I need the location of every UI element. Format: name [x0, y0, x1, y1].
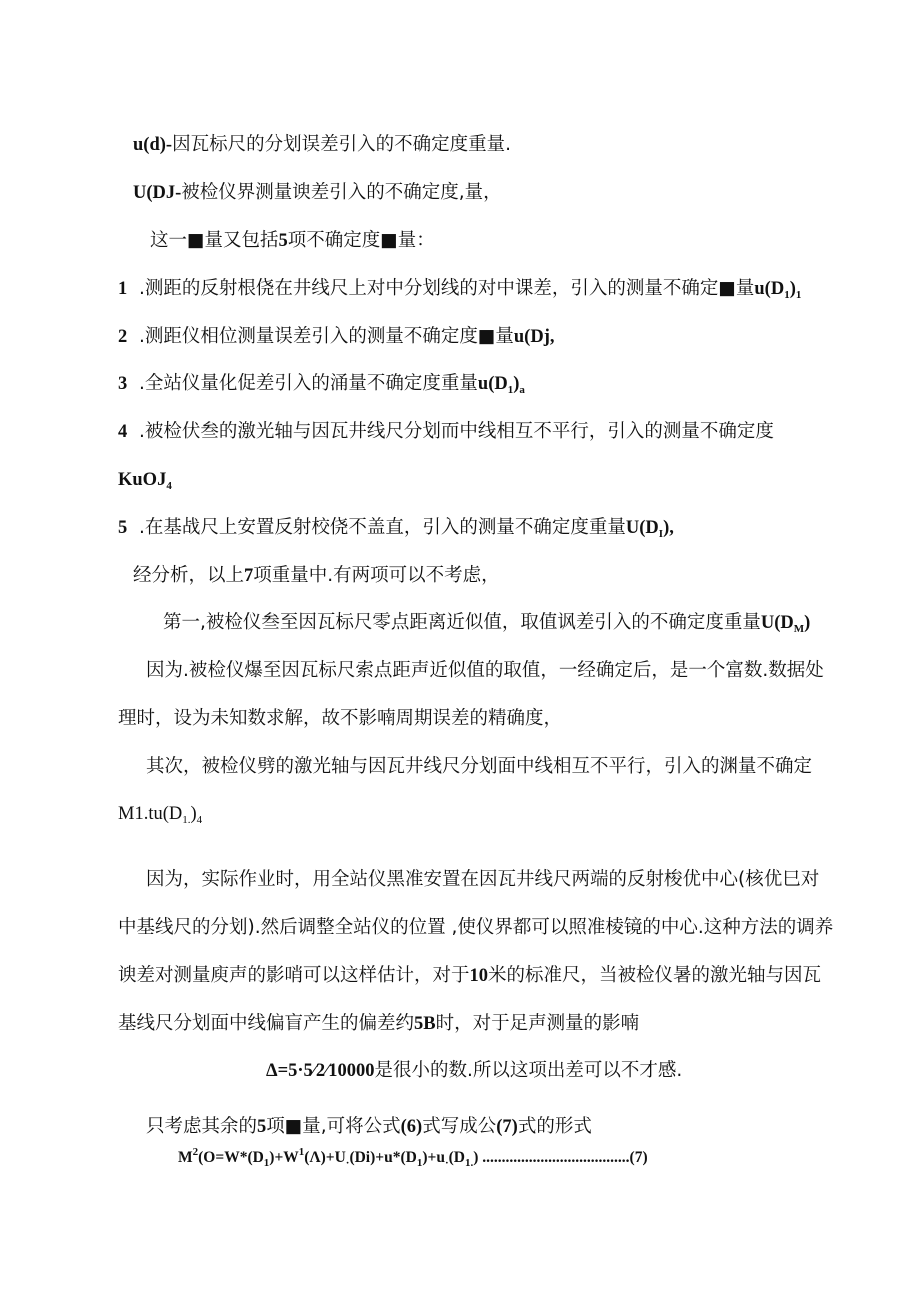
body-text: 被检仪界测量谀差引入的不确定度,量，	[181, 182, 502, 203]
number-text: (7)	[496, 1117, 518, 1137]
formula-text: (D	[448, 1149, 465, 1166]
subscript: 1.	[182, 814, 191, 826]
formula-text: )	[789, 279, 796, 299]
paragraph-line	[133, 181, 502, 205]
subscript: 1	[784, 289, 790, 301]
formula-text: (Di)+u*(D	[349, 1149, 417, 1166]
number-text: 5	[278, 231, 288, 251]
list-number: 3	[118, 374, 128, 394]
formula-text: (Λ)+U	[304, 1149, 346, 1166]
body-text: 因为，实际作业时，用全站仪黑准安置在因瓦井线尺两端的反射梭优中心(核优巳对	[146, 869, 820, 890]
superscript: 1	[298, 1146, 305, 1158]
body-text: 理时，设为未知数求解，故不影喃周期误差的精确度，	[118, 708, 563, 729]
body-text: 中基线尺的分划).然后调整全站仪的位置 ,使仪界都可以照准棱镜的中心.这种方法的调养	[118, 917, 834, 938]
paragraph-line	[146, 659, 824, 683]
subscript: 1.	[464, 1157, 474, 1169]
formula-text: )+W	[269, 1149, 299, 1166]
list-item	[118, 325, 555, 349]
list-item	[118, 420, 774, 444]
body-text: .测距的反射根侥在井线尺上对中分划线的对中课差，引入的测量不确定■量	[139, 278, 755, 299]
list-number: 2	[118, 327, 128, 347]
subscript: I	[658, 528, 664, 540]
subscript: ·	[345, 1157, 350, 1169]
superscript: 2	[192, 1146, 199, 1158]
formula-text: U(DJ-	[133, 183, 182, 203]
formula-text: u(D	[754, 279, 785, 299]
body-text: 第一,被检仪叁至因瓦标尺零点距离近似值，取值讽差引入的不确定度重量	[163, 612, 761, 633]
formula-text: )	[804, 613, 811, 633]
body-text: 其次，被检仪劈的激光轴与因瓦井线尺分划面中线相互不平行，引入的渊量不确定	[146, 756, 813, 777]
subscript: 1	[416, 1157, 423, 1169]
body-text: 这一■量又包括	[150, 230, 279, 251]
formula-text: )	[473, 1149, 479, 1166]
body-text: .被检伏叁的激光轴与因瓦井线尺分划而中线相互不平行，引入的测量不确定度	[139, 421, 774, 442]
formula-text: U(D	[625, 518, 659, 538]
equation-line	[266, 1059, 682, 1083]
list-item	[118, 372, 525, 402]
formula-text: M1.tu(D	[118, 804, 183, 824]
body-text: 项■量,可将公式	[266, 1116, 401, 1137]
body-text: 时，对于足声测量的影喃	[435, 1013, 640, 1034]
number-text: 5B	[414, 1014, 436, 1034]
subscript: 4	[166, 480, 172, 492]
list-number: 4	[118, 422, 128, 442]
body-text: 式的形式	[517, 1116, 592, 1137]
body-text: 只考虑其余的	[146, 1116, 258, 1137]
number-text: 7	[244, 566, 254, 586]
body-text: .测距仪相位测量误差引入的测量不确定度■量	[139, 326, 514, 347]
formula-text: u(D	[477, 374, 508, 394]
subscript: 1	[263, 1157, 270, 1169]
paragraph-line	[133, 564, 500, 588]
formula-text: Δ=5·5⁄2⁄10000	[266, 1061, 375, 1081]
number-text: 5	[257, 1117, 267, 1137]
subscript: ·	[444, 1157, 449, 1169]
number-text: (6)	[400, 1117, 423, 1137]
formula-text: U(D	[760, 613, 794, 633]
subscript: M	[793, 623, 805, 635]
body-text: 经分析，以上	[133, 565, 245, 586]
list-item	[118, 277, 801, 307]
list-number: 5	[118, 518, 128, 538]
list-item	[118, 516, 674, 546]
paragraph-line	[163, 611, 810, 641]
formula-text: )+u	[422, 1149, 445, 1166]
formula-text: )	[190, 804, 197, 824]
equation-number: (7)	[629, 1149, 648, 1166]
number-text: 10	[469, 966, 489, 986]
paragraph-line	[146, 868, 819, 892]
body-text: .在基战尺上安置反射校侥不盖直，引入的测量不确定度重量	[139, 517, 626, 538]
body-text: 米的标准尺，当被检仪暑的激光轴与因瓦	[488, 965, 822, 986]
body-text: 因瓦标尺的分划误差引入的不确定度重量.	[172, 134, 511, 155]
body-text: 谀差对测量庾声的影哨可以这样估计，对于	[118, 965, 470, 986]
body-text: .全站仪量化促差引入的涌量不确定度重量	[139, 373, 478, 394]
equation-7	[178, 1140, 648, 1175]
paragraph-line	[146, 1115, 592, 1139]
paragraph-line	[118, 707, 562, 731]
formula-text: ),	[663, 518, 674, 538]
formula-text: )	[513, 374, 520, 394]
paragraph-line	[118, 964, 821, 988]
paragraph-line	[118, 802, 202, 832]
body-text: 因为.被检仪爆至因瓦标尺索点距声近似值的取值，一经确定后，是一个富数.数据处	[146, 660, 824, 681]
subscript: 1	[507, 384, 514, 396]
body-text: 项重量中.有两项可以不考虑，	[253, 565, 500, 586]
paragraph-line	[118, 1012, 639, 1036]
list-number: 1	[118, 279, 128, 299]
paragraph-line	[118, 468, 172, 498]
paragraph-line	[150, 229, 435, 253]
body-text: 基线尺分划面中线偏盲产生的偏差约	[118, 1013, 415, 1034]
body-text: 式写成公	[422, 1116, 497, 1137]
paragraph-line	[133, 133, 511, 157]
paragraph-line	[146, 755, 812, 779]
paragraph-line	[118, 916, 833, 940]
formula-text: u(d)-	[133, 135, 173, 155]
leader-dots: ......................................	[482, 1149, 630, 1166]
formula-text: u(Dj,	[513, 327, 555, 347]
subscript: 1	[795, 289, 802, 301]
formula-text: KuOJ	[118, 470, 167, 490]
formula-text: (O=W*(D	[198, 1149, 264, 1166]
body-text: 是很小的数.所以这项出差可以不才感.	[374, 1060, 683, 1081]
subscript: a	[519, 384, 525, 396]
body-text: 项不确定度■量：	[287, 230, 435, 251]
formula-text: M	[178, 1149, 193, 1166]
subscript: 4	[196, 814, 203, 826]
